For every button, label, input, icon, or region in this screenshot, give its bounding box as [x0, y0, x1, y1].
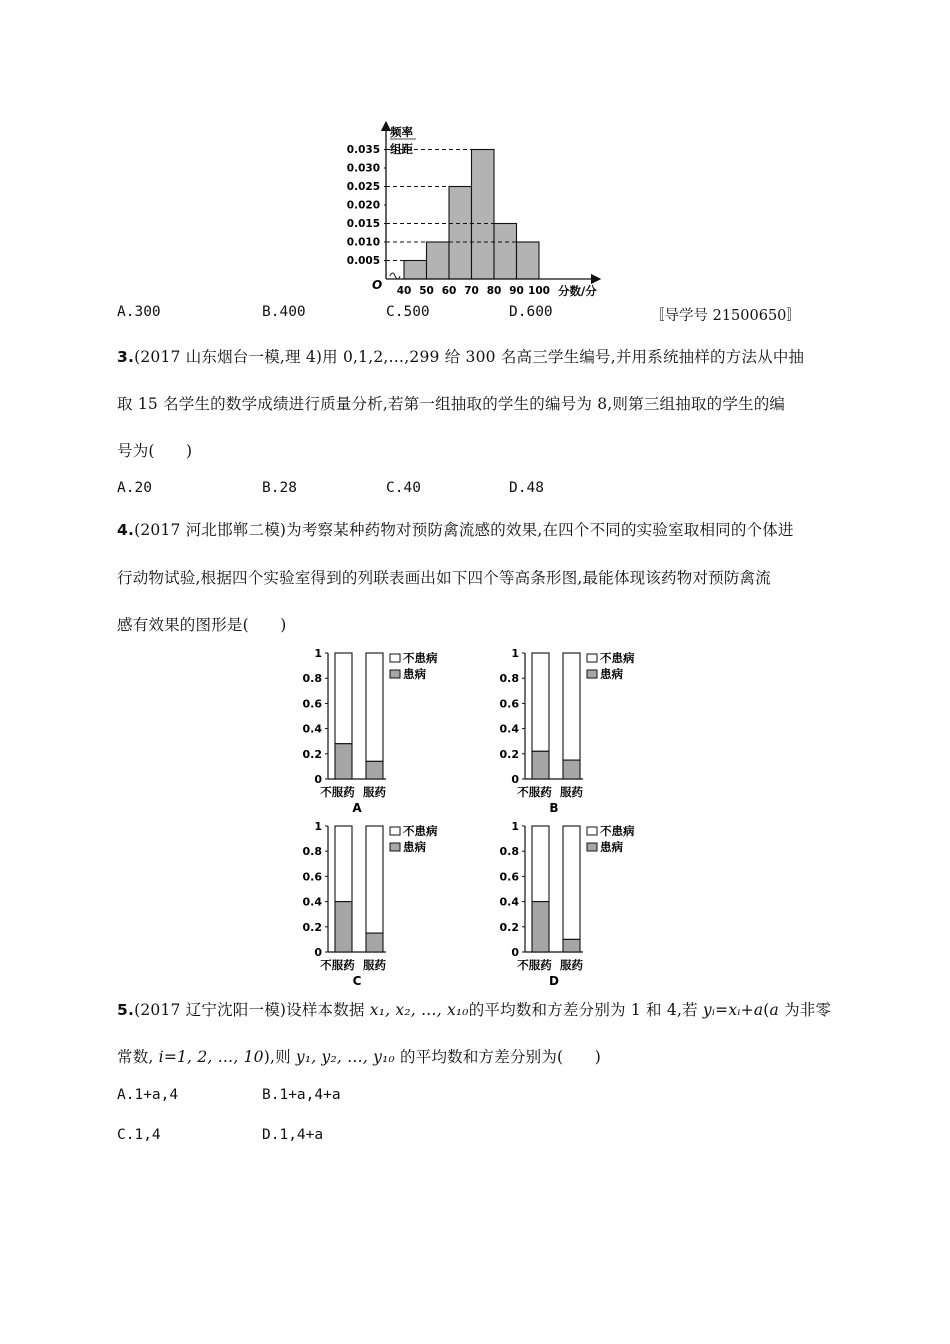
- x-category-label: 服药: [560, 785, 583, 799]
- x-tick-label: 60: [441, 285, 457, 297]
- q5-text-2a: 常数,: [117, 1048, 159, 1066]
- y-tick-label: 1: [314, 647, 322, 660]
- x-tick-label: 40: [396, 285, 412, 297]
- q3-number: 3.: [117, 348, 135, 366]
- y-tick-label: 0.020: [346, 199, 380, 212]
- y-tick-label: 0.6: [302, 697, 322, 711]
- x-tick-label: 70: [464, 285, 479, 297]
- legend-swatch-not-sick: [587, 827, 597, 835]
- y-tick-label: 1: [314, 820, 322, 833]
- y-tick-label: 0: [314, 946, 322, 959]
- q2-option-b[interactable]: B.400: [262, 304, 306, 320]
- q2-option-a[interactable]: A.300: [117, 304, 161, 320]
- bar-sick: [335, 744, 352, 779]
- q5-line-2: [117, 1045, 601, 1067]
- histogram-bar: [494, 224, 517, 280]
- q5-a-var: a: [769, 1001, 779, 1019]
- y-tick-label: 0: [314, 773, 322, 786]
- legend-label-sick: 患病: [600, 667, 623, 681]
- bar-not-sick: [563, 826, 580, 939]
- y-tick-label: 0.6: [499, 870, 519, 884]
- legend-label-not-sick: 不患病: [600, 824, 635, 838]
- q5-text-2b: ),则: [263, 1048, 296, 1066]
- q2-option-d[interactable]: D.600: [509, 304, 553, 320]
- legend-label-sick: 患病: [600, 840, 623, 854]
- chart-letter-label: C: [352, 974, 362, 988]
- q3-line-1: [117, 345, 804, 367]
- x-axis-label: 分数/分: [558, 284, 597, 298]
- legend-swatch-not-sick: [587, 654, 597, 662]
- q5-text-1b: 的平均数和方差分别为 1 和 4,若: [468, 1001, 703, 1019]
- q5-text-2c: 的平均数和方差分别为( ): [394, 1048, 601, 1066]
- legend-label-sick: 患病: [403, 840, 426, 854]
- q5-number: 5.: [117, 1001, 135, 1019]
- y-tick-label: 0.4: [302, 722, 322, 736]
- bar-not-sick: [532, 653, 549, 751]
- y-tick-label: 0.2: [302, 920, 322, 934]
- legend-swatch-not-sick: [390, 654, 400, 662]
- x-tick-label: 100: [528, 285, 550, 297]
- y-tick-label: 0.6: [499, 697, 519, 711]
- x-category-label: 不服药: [517, 785, 552, 799]
- q5-line-1: [117, 998, 831, 1020]
- q4-line-3: 感有效果的图形是( ): [117, 616, 287, 634]
- legend-label-not-sick: 不患病: [403, 824, 438, 838]
- x-category-label: 服药: [560, 958, 583, 972]
- y-tick-label: 0.030: [346, 162, 380, 175]
- q4-line-2: 行动物试验,根据四个实验室得到的列联表画出如下四个等高条形图,最能体现该药物对预防禽流: [117, 569, 771, 587]
- q2-option-c[interactable]: C.500: [386, 304, 430, 320]
- q5-x-vars: x₁, x₂, …, x₁₀: [369, 1001, 469, 1019]
- histogram-bar: [449, 187, 472, 280]
- histogram-bar: [517, 242, 540, 279]
- x-category-label: 不服药: [320, 785, 355, 799]
- q3-option-a[interactable]: A.20: [117, 480, 152, 496]
- x-tick-label: 90: [509, 285, 524, 297]
- y-tick-label: 0.8: [499, 845, 519, 859]
- bar-chart-b[interactable]: [497, 645, 657, 820]
- bar-chart-d[interactable]: [497, 818, 657, 993]
- legend-label-not-sick: 不患病: [600, 651, 635, 665]
- frequency-histogram: [340, 118, 610, 303]
- y-tick-label: 0.8: [302, 845, 322, 859]
- q4-line-1: [117, 518, 794, 540]
- y-tick-label: 0.025: [346, 181, 380, 193]
- y-tick-label: 0.2: [302, 747, 322, 761]
- q4-number: 4.: [117, 521, 135, 539]
- q5-y-vars: y₁, y₂, …, y₁₀: [295, 1048, 395, 1066]
- y-tick-label: 0.8: [302, 672, 322, 686]
- x-category-label: 服药: [363, 785, 386, 799]
- bar-not-sick: [563, 653, 580, 760]
- legend-label-sick: 患病: [403, 667, 426, 681]
- bar-sick: [532, 902, 549, 952]
- legend-swatch-not-sick: [390, 827, 400, 835]
- bar-sick: [366, 933, 383, 952]
- q5-text-1d: 为非零: [778, 1001, 832, 1019]
- q3-line-3: 号为( ): [117, 442, 193, 460]
- bar-chart-c[interactable]: [300, 818, 460, 993]
- y-tick-label: 0.4: [302, 895, 322, 909]
- legend-swatch-sick: [390, 843, 400, 851]
- y-tick-label: 0.6: [302, 870, 322, 884]
- legend-swatch-sick: [587, 670, 597, 678]
- y-tick-label: 0.4: [499, 895, 519, 909]
- q5-text-1a: (2017 辽宁沈阳一模)设样本数据: [134, 1001, 370, 1019]
- q5-option-a[interactable]: A.1+a,4: [117, 1087, 179, 1103]
- bar-sick: [366, 761, 383, 779]
- bar-not-sick: [532, 826, 549, 902]
- x-category-label: 不服药: [320, 958, 355, 972]
- x-category-label: 服药: [363, 958, 386, 972]
- y-tick-label: 1: [511, 647, 519, 660]
- origin-label: O: [372, 278, 383, 292]
- bar-not-sick: [335, 826, 352, 902]
- q3-text-1: (2017 山东烟台一模,理 4)用 0,1,2,…,299 给 300 名高三学生编号,并用系统抽样的方法从中抽: [134, 348, 805, 366]
- x-tick-label: 80: [486, 285, 502, 297]
- y-tick-label: 0.015: [346, 218, 380, 230]
- bar-not-sick: [366, 826, 383, 933]
- q4-text-1: (2017 河北邯郸二模)为考察某种药物对预防禽流感的效果,在四个不同的实验室取相同的个体进: [134, 521, 794, 539]
- bar-not-sick: [335, 653, 352, 744]
- y-tick-label: 0.8: [499, 672, 519, 686]
- chart-letter-label: B: [549, 801, 559, 815]
- y-axis-title-top: 频率: [390, 125, 413, 139]
- y-tick-label: 0.4: [499, 722, 519, 736]
- y-tick-label: 1: [511, 820, 519, 833]
- y-axis-title-bottom: 组距: [390, 142, 413, 156]
- y-tick-label: 0.035: [346, 144, 380, 156]
- histogram-bar: [472, 150, 495, 280]
- bar-sick: [563, 760, 580, 779]
- histogram-bar: [427, 242, 450, 279]
- q5-text-1c: (: [763, 1001, 770, 1019]
- y-tick-label: 0.2: [499, 920, 519, 934]
- y-tick-label: 0.2: [499, 747, 519, 761]
- legend-swatch-sick: [390, 670, 400, 678]
- bar-sick: [335, 902, 352, 952]
- q5-i-range: i=1, 2, …, 10: [158, 1048, 264, 1066]
- x-category-label: 不服药: [517, 958, 552, 972]
- y-tick-label: 0: [511, 773, 519, 786]
- x-tick-label: 50: [419, 285, 434, 297]
- histogram-bar: [404, 261, 427, 280]
- q5-option-b[interactable]: B.1+a,4+a: [262, 1087, 341, 1103]
- bar-chart-a[interactable]: [300, 645, 460, 820]
- q3-option-c[interactable]: C.40: [386, 480, 421, 496]
- chart-letter-label: D: [549, 974, 559, 988]
- legend-label-not-sick: 不患病: [403, 651, 438, 665]
- bar-sick: [532, 751, 549, 779]
- y-tick-label: 0: [511, 946, 519, 959]
- q3-option-b[interactable]: B.28: [262, 480, 297, 496]
- q5-formula: yᵢ=xᵢ+a: [702, 1001, 764, 1019]
- q5-option-c[interactable]: C.1,4: [117, 1127, 161, 1143]
- q3-line-2: 取 15 名学生的数学成绩进行质量分析,若第一组抽取的学生的编号为 8,则第三组抽取的学生的编: [117, 395, 786, 413]
- bar-not-sick: [366, 653, 383, 761]
- axis-break-icon: [390, 273, 400, 279]
- q3-option-d[interactable]: D.48: [509, 480, 544, 496]
- bar-sick: [563, 939, 580, 952]
- chart-letter-label: A: [352, 801, 362, 815]
- y-tick-label: 0.005: [346, 255, 380, 267]
- legend-swatch-sick: [587, 843, 597, 851]
- y-tick-label: 0.010: [346, 236, 380, 249]
- guide-number: 〚导学号 21500650〛: [650, 308, 801, 324]
- q5-option-d[interactable]: D.1,4+a: [262, 1127, 324, 1143]
